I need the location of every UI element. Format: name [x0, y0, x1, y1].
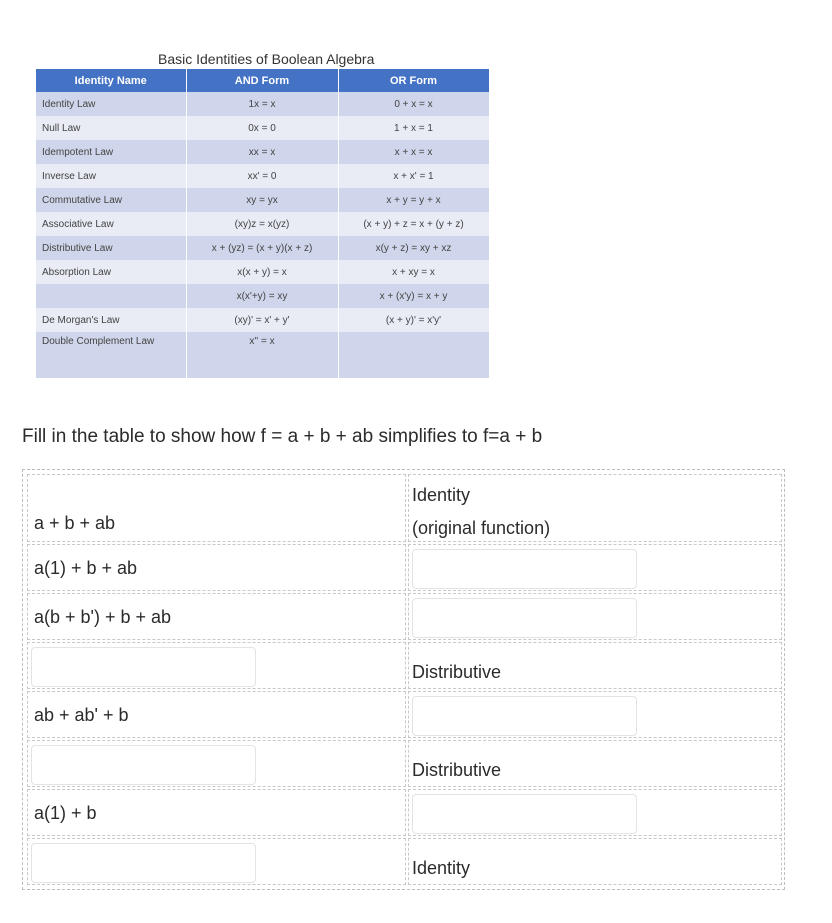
- header-and-form: AND Form: [186, 69, 338, 92]
- law-cell: [408, 474, 782, 542]
- and-form: 0x = 0: [186, 116, 338, 140]
- law-input-box[interactable]: [412, 598, 637, 638]
- expression-cell: [27, 838, 406, 885]
- law-text: Identity: [412, 858, 471, 878]
- or-form: (x + y) + z = x + (y + z): [338, 212, 489, 236]
- law-input[interactable]: [413, 550, 636, 588]
- step-row: [27, 740, 782, 787]
- step-row: [27, 838, 782, 885]
- law-cell: [408, 593, 782, 640]
- table-row: [36, 236, 489, 260]
- expression-text: ab + ab' + b: [34, 705, 129, 725]
- law-text: Distributive: [412, 760, 502, 780]
- expression-cell: [27, 593, 406, 640]
- header-identity-name: Identity Name: [36, 69, 186, 92]
- or-form: 1 + x = 1: [338, 116, 489, 140]
- or-form: x + y = y + x: [338, 188, 489, 212]
- or-form: [338, 332, 489, 378]
- law-text: Distributive: [412, 662, 502, 682]
- or-form: (x + y)' = x'y': [338, 308, 489, 332]
- expression-cell: [27, 789, 406, 836]
- and-form: xx = x: [186, 140, 338, 164]
- header-or-form: OR Form: [338, 69, 489, 92]
- expression-input[interactable]: [32, 746, 255, 784]
- law-cell: [408, 838, 782, 885]
- table-row: [36, 332, 489, 378]
- law-cell: [408, 691, 782, 738]
- or-form: x + (x'y) = x + y: [338, 284, 489, 308]
- law-cell: [408, 544, 782, 591]
- table-row: [36, 188, 489, 212]
- question-prompt: Fill in the table to show how f = a + b + ab simplifies to f=a + b: [22, 426, 543, 447]
- step-row: [27, 642, 782, 689]
- law-cell: [408, 642, 782, 689]
- law-input[interactable]: [413, 795, 636, 833]
- and-form: xy = yx: [186, 188, 338, 212]
- expression-cell: [27, 642, 406, 689]
- and-form: x + (yz) = (x + y)(x + z): [186, 236, 338, 260]
- law-input-box[interactable]: [412, 696, 637, 736]
- law-input-box[interactable]: [412, 549, 637, 589]
- identity-name: Distributive Law: [36, 236, 186, 260]
- expression-input-box[interactable]: [31, 647, 256, 687]
- step-row: [27, 544, 782, 591]
- expression-text: a(1) + b + ab: [34, 558, 138, 578]
- table-row: [36, 140, 489, 164]
- identity-name: De Morgan's Law: [36, 308, 186, 332]
- simplification-table: [22, 469, 785, 890]
- or-form: 0 + x = x: [338, 92, 489, 116]
- expression-input-box[interactable]: [31, 843, 256, 883]
- step-row: [27, 789, 782, 836]
- and-form: x(x'+y) = xy: [186, 284, 338, 308]
- identity-name: Commutative Law: [36, 188, 186, 212]
- and-form: x'' = x: [186, 332, 338, 378]
- table-row: [36, 260, 489, 284]
- expression-cell: [27, 544, 406, 591]
- expression-input-box[interactable]: [31, 745, 256, 785]
- step-row: [27, 474, 782, 542]
- law-text: Identity (original function): [412, 485, 551, 538]
- law-input[interactable]: [413, 697, 636, 735]
- identity-name: Associative Law: [36, 212, 186, 236]
- expression-cell: [27, 474, 406, 542]
- law-input[interactable]: [413, 599, 636, 637]
- table-row: [36, 212, 489, 236]
- table-row: [36, 284, 489, 308]
- step-row: [27, 691, 782, 738]
- and-form: (xy)' = x' + y': [186, 308, 338, 332]
- step-row: [27, 593, 782, 640]
- boolean-identities-table: [36, 69, 490, 378]
- expression-cell: [27, 691, 406, 738]
- law-cell: [408, 740, 782, 787]
- identity-name: Absorption Law: [36, 260, 186, 284]
- and-form: (xy)z = x(yz): [186, 212, 338, 236]
- expression-text: a(b + b') + b + ab: [34, 607, 172, 627]
- expression-input[interactable]: [32, 648, 255, 686]
- and-form: x(x + y) = x: [186, 260, 338, 284]
- expression-text: a(1) + b: [34, 803, 97, 823]
- law-input-box[interactable]: [412, 794, 637, 834]
- or-form: x(y + z) = xy + xz: [338, 236, 489, 260]
- identity-name: [36, 284, 186, 308]
- expression-text: a + b + ab: [34, 513, 116, 533]
- or-form: x + xy = x: [338, 260, 489, 284]
- table-row: [36, 116, 489, 140]
- identity-name: Null Law: [36, 116, 186, 140]
- identity-name: Idempotent Law: [36, 140, 186, 164]
- expression-input[interactable]: [32, 844, 255, 882]
- expression-cell: [27, 740, 406, 787]
- table-row: [36, 308, 489, 332]
- identity-name: Identity Law: [36, 92, 186, 116]
- identity-name: Double Complement Law: [36, 332, 186, 378]
- and-form: 1x = x: [186, 92, 338, 116]
- or-form: x + x' = 1: [338, 164, 489, 188]
- table-row: [36, 164, 489, 188]
- or-form: x + x = x: [338, 140, 489, 164]
- table-row: [36, 92, 489, 116]
- reference-title: Basic Identities of Boolean Algebra: [158, 51, 375, 67]
- law-cell: [408, 789, 782, 836]
- and-form: xx' = 0: [186, 164, 338, 188]
- identity-name: Inverse Law: [36, 164, 186, 188]
